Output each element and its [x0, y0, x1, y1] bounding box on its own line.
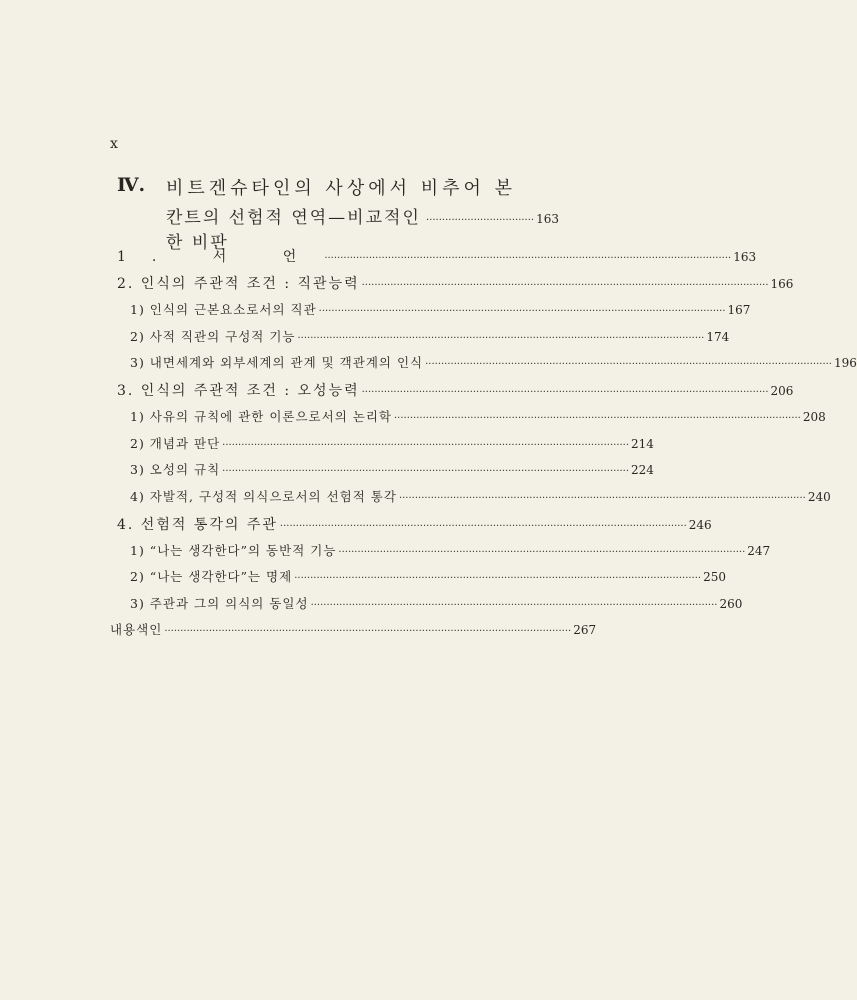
toc-entry-title: 3) 주관과 그의 의식의 동일성	[130, 596, 309, 611]
toc-entry-title: 2) “나는 생각한다”는 명제	[130, 569, 293, 584]
toc-entry-subsection	[130, 407, 826, 425]
toc-entry-page: 250	[703, 570, 726, 584]
leader-dots: ································································································································	[361, 280, 769, 291]
toc-entry-title: 3) 오성의 규칙	[130, 462, 221, 477]
leader-dots: ································································································································	[338, 547, 746, 558]
toc-entry-title: 2) 개념과 판단	[130, 436, 221, 451]
toc-entry-page: 224	[631, 463, 654, 477]
leader-dots: ································································································································	[425, 359, 832, 370]
toc-entry-title: 4. 선험적 통각의 주관	[117, 517, 278, 533]
leader-dots: ································································································································	[310, 600, 718, 611]
toc-entry-title: 2) 사적 직관의 구성적 기능	[130, 329, 296, 344]
toc-entry-title: 1. 서 언	[117, 249, 323, 265]
leader-dots: ································································································································	[294, 573, 702, 584]
toc-entry-page: 214	[631, 437, 654, 451]
toc-entry-page: 206	[770, 384, 794, 398]
leader-dots: ································································································································	[318, 306, 726, 317]
chapter-page-number: 163	[536, 212, 559, 226]
leader-dots: ································································································································	[324, 253, 732, 264]
toc-entry-page: 196	[833, 356, 857, 370]
toc-entry-subsection	[130, 434, 654, 452]
toc-entry-subsection	[130, 353, 857, 371]
toc-entry-title: 1) 인식의 근본요소로서의 직관	[130, 302, 317, 317]
toc-entry-page: 267	[573, 623, 597, 637]
toc-entry-title: 3) 내면세계와 외부세계의 관계 및 객관계의 인식	[130, 355, 424, 370]
leader-dots: ··································	[426, 215, 535, 226]
toc-entry-page: 208	[802, 410, 826, 424]
toc-entry-page: 247	[747, 544, 771, 558]
leader-dots: ································································································································	[361, 387, 769, 398]
toc-entry-page: 240	[807, 490, 831, 504]
toc-entry-section-1	[117, 246, 757, 266]
toc-entry-page: 260	[719, 597, 743, 611]
toc-entry-title: 4) 자발적, 구성적 의식으로서의 선험적 통각	[130, 489, 397, 504]
toc-entry-subsection	[130, 594, 743, 612]
toc-entry-page: 167	[727, 303, 751, 317]
leader-dots: ································································································································	[279, 521, 687, 532]
toc-entry-page: 174	[706, 330, 730, 344]
leader-dots: ································································································································	[222, 440, 630, 451]
toc-entry-section-3	[117, 380, 794, 400]
toc-entry-title: 1) 사유의 규칙에 관한 이론으로서의 논리학	[130, 409, 392, 424]
page-mark: x	[110, 136, 118, 152]
toc-entry-title: 1) “나는 생각한다”의 동반적 기능	[130, 543, 337, 558]
toc-entry-page: 166	[770, 277, 794, 291]
leader-dots: ································································································································	[393, 413, 801, 424]
chapter-title-text: 칸트의 선험적 연역—비교적인 한 비판	[166, 208, 421, 253]
chapter-number: Ⅳ.	[117, 174, 146, 196]
toc-entry-title: 2. 인식의 주관적 조건 : 직관능력	[117, 276, 360, 292]
toc-entry-title: 3. 인식의 주관적 조건 : 오성능력	[117, 383, 360, 399]
toc-entry-subsection	[130, 487, 831, 505]
toc-entry-subsection	[130, 327, 730, 345]
leader-dots: ································································································································	[398, 493, 806, 504]
leader-dots: ································································································································	[297, 333, 705, 344]
toc-entry-page: 163	[733, 250, 757, 264]
toc-entry-index	[110, 620, 597, 638]
chapter-title-line1: 비트겐슈타인의 사상에서 비추어 본	[166, 178, 516, 199]
toc-entry-subsection	[130, 300, 751, 318]
toc-entry-section-2	[117, 273, 794, 293]
toc-entry-section-4	[117, 514, 712, 534]
toc-entry-page: 246	[688, 518, 712, 532]
toc-entry-subsection	[130, 460, 654, 478]
leader-dots: ································································································································	[222, 466, 630, 477]
toc-entry-subsection	[130, 541, 771, 559]
toc-entry-title: 내용색인	[110, 622, 163, 637]
leader-dots: ································································································································	[164, 626, 572, 637]
toc-entry-subsection	[130, 567, 726, 585]
